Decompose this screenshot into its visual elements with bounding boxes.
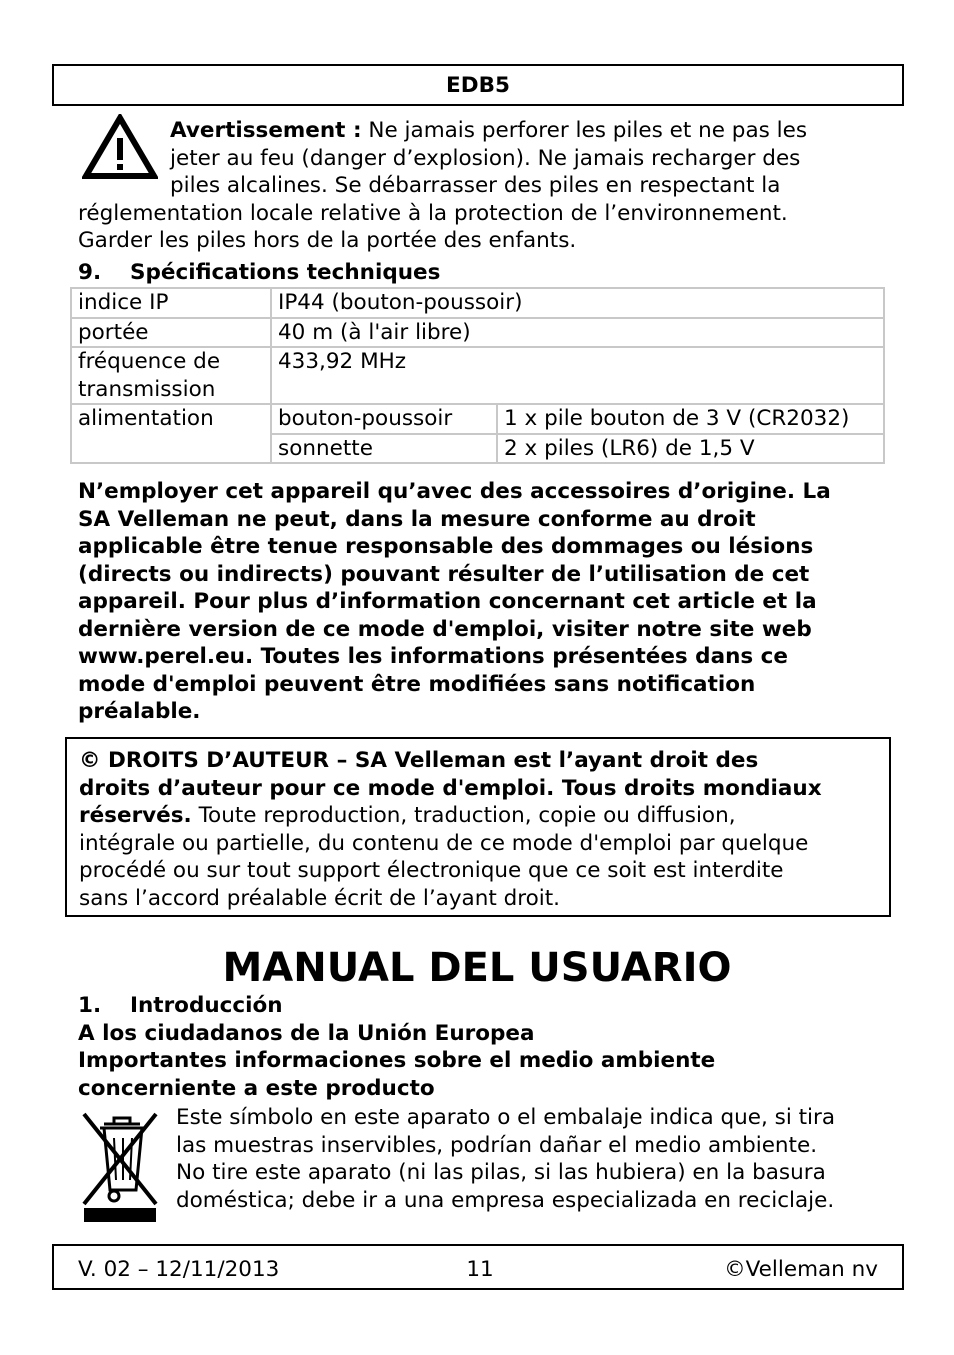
weee-line: Este símbolo en este aparato o el embalaje indica que, si tira bbox=[176, 1105, 836, 1130]
section-title: Introducción bbox=[130, 993, 283, 1018]
table-row bbox=[71, 318, 884, 348]
footer-version: V. 02 – 12/11/2013 bbox=[78, 1257, 280, 1282]
disclaimer-line: mode d'emploi peuvent être modifiées sans notification bbox=[78, 671, 756, 697]
subheading: concerniente a este producto bbox=[78, 1075, 435, 1101]
page-footer bbox=[52, 1244, 904, 1290]
spec-table bbox=[70, 287, 885, 464]
spec-label: portée bbox=[71, 318, 271, 348]
copyright-bold: droits d’auteur pour ce mode d'emploi. Tous droits mondiaux bbox=[79, 775, 822, 801]
spec-label bbox=[71, 347, 271, 404]
warning-line: réglementation locale relative à la protection de l’environnement. bbox=[78, 200, 788, 226]
footer-company: ©Velleman nv bbox=[724, 1257, 878, 1282]
spec-label: alimentation bbox=[71, 404, 271, 463]
section-number: 1. bbox=[78, 993, 102, 1018]
spec-subname: sonnette bbox=[271, 434, 497, 464]
spec-label: indice IP bbox=[71, 288, 271, 318]
weee-line: No tire este aparato (ni las pilas, si las hubiera) en la basura bbox=[176, 1160, 826, 1185]
page-header bbox=[52, 64, 904, 106]
table-row bbox=[71, 347, 884, 404]
warning-line: Garder les piles hors de la portée des enfants. bbox=[78, 228, 577, 253]
copyright-bold: réservés. bbox=[79, 803, 192, 828]
spec-value: 1 x pile bouton de 3 V (CR2032) bbox=[497, 404, 884, 434]
weee-paragraph bbox=[176, 1104, 896, 1214]
section-title: Spécifications techniques bbox=[130, 260, 441, 285]
subheading: Importantes informaciones sobre el medio ambiente bbox=[78, 1048, 716, 1073]
spec-value: 40 m (à l'air libre) bbox=[271, 318, 884, 348]
copyright-line: intégrale ou partielle, du contenu de ce mode d'emploi par quelque bbox=[79, 830, 809, 856]
warning-label: Avertissement : bbox=[170, 118, 362, 143]
manual-title: MANUAL DEL USUARIO bbox=[222, 945, 732, 991]
copyright-bold: © DROITS D’AUTEUR – SA Velleman est l’ayant droit des bbox=[79, 748, 759, 773]
warning-line: jeter au feu (danger d’explosion). Ne jamais recharger des bbox=[170, 145, 801, 171]
spec-value: IP44 (bouton-poussoir) bbox=[271, 288, 884, 318]
footer-page-number: 11 bbox=[466, 1257, 494, 1282]
disclaimer-line: applicable être tenue responsable des dommages ou lésions bbox=[78, 534, 814, 559]
section-number: 9. bbox=[78, 260, 102, 285]
disclaimer-line: dernière version de ce mode d'emploi, visiter notre site web bbox=[78, 616, 812, 642]
copyright-line: procédé ou sur tout support électronique que ce soit est interdite bbox=[79, 858, 784, 883]
disclaimer-paragraph bbox=[78, 478, 878, 726]
copyright-line: Toute reproduction, traduction, copie ou diffusion, bbox=[191, 803, 736, 828]
weee-line: las muestras inservibles, podrían dañar el medio ambiente. bbox=[176, 1132, 818, 1158]
spec-label-line: fréquence de bbox=[78, 349, 221, 374]
disclaimer-line: appareil. Pour plus d’information concernant cet article et la bbox=[78, 589, 817, 614]
disclaimer-line: N’employer cet appareil qu’avec des accessoires d’origine. La bbox=[78, 479, 831, 504]
intro-section bbox=[78, 992, 898, 1102]
spec-value: 433,92 MHz bbox=[271, 347, 884, 404]
disclaimer-line: préalable. bbox=[78, 699, 201, 724]
spec-label-line: transmission bbox=[78, 376, 216, 402]
disclaimer-line: SA Velleman ne peut, dans la mesure conforme au droit bbox=[78, 506, 756, 532]
spec-value: 2 x piles (LR6) de 1,5 V bbox=[497, 434, 884, 464]
warning-line: piles alcalines. Se débarrasser des piles en respectant la bbox=[170, 173, 781, 198]
copyright-line: sans l’accord préalable écrit de l’ayant droit. bbox=[79, 885, 561, 911]
disclaimer-line: (directs ou indirects) pouvant résulter de l’utilisation de cet bbox=[78, 561, 810, 587]
table-row bbox=[71, 288, 884, 318]
crossed-out-wheelie-bin-icon bbox=[80, 1106, 160, 1224]
header-title: EDB5 bbox=[446, 73, 510, 98]
warning-line: Ne jamais perforer les piles et ne pas les bbox=[361, 118, 808, 143]
spec-subname: bouton-poussoir bbox=[271, 404, 497, 434]
section-heading-specs bbox=[78, 259, 440, 287]
warning-paragraph bbox=[78, 117, 878, 255]
disclaimer-line: www.perel.eu. Toutes les informations présentées dans ce bbox=[78, 644, 788, 669]
copyright-box bbox=[65, 737, 891, 917]
table-row bbox=[71, 404, 884, 434]
subheading: A los ciudadanos de la Unión Europea bbox=[78, 1020, 535, 1046]
weee-line: doméstica; debe ir a una empresa especializada en reciclaje. bbox=[176, 1187, 835, 1213]
